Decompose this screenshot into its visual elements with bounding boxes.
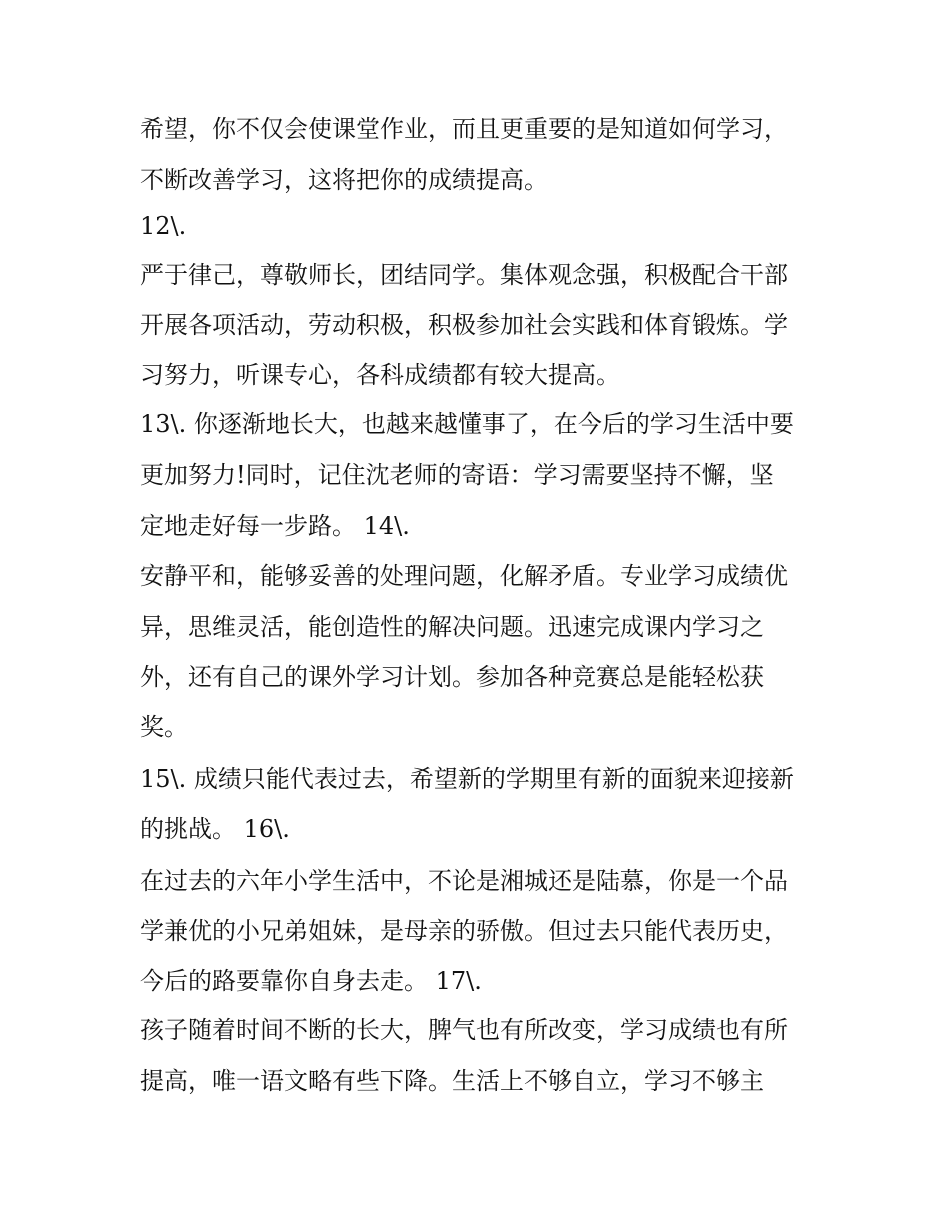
text-line: 13\. 你逐渐地长大，也越来越懂事了，在今后的学习生活中要 [140,410,794,438]
text-line: 的挑战。 16\. [140,815,290,843]
text-line: 孩子随着时间不断的长大，脾气也有所改变，学习成绩也有所 [140,1016,788,1044]
text-line: 奖。 [140,713,188,741]
text-line: 开展各项活动，劳动积极，积极参加社会实践和体育锻炼。学 [140,311,788,339]
text-line: 学兼优的小兄弟姐妹，是母亲的骄傲。但过去只能代表历史， [140,917,788,945]
text-line: 在过去的六年小学生活中，不论是湘城还是陆慕，你是一个品 [140,867,788,895]
text-line: 外，还有自己的课外学习计划。参加各种竞赛总是能轻松获 [140,663,764,691]
text-line: 安静平和，能够妥善的处理问题，化解矛盾。专业学习成绩优 [140,562,788,590]
text-line: 今后的路要靠你自身去走。 17\. [140,967,482,995]
text-line: 严于律己，尊敬师长，团结同学。集体观念强，积极配合干部 [140,261,788,289]
text-line: 定地走好每一步路。 14\. [140,512,410,540]
item-number: 12\. [140,212,187,240]
text-line: 习努力，听课专心，各科成绩都有较大提高。 [140,361,620,389]
text-line: 15\. 成绩只能代表过去，希望新的学期里有新的面貌来迎接新 [140,765,794,793]
text-line: 异，思维灵活，能创造性的解决问题。迅速完成课内学习之 [140,613,764,641]
text-line: 希望，你不仅会使课堂作业，而且更重要的是知道如何学习， [140,115,788,143]
text-line: 更加努力!同时，记住沈老师的寄语：学习需要坚持不懈，坚 [140,461,774,489]
text-line: 不断改善学习，这将把你的成绩提高。 [140,166,548,194]
text-line: 提高，唯一语文略有些下降。生活上不够自立，学习不够主 [140,1067,764,1095]
